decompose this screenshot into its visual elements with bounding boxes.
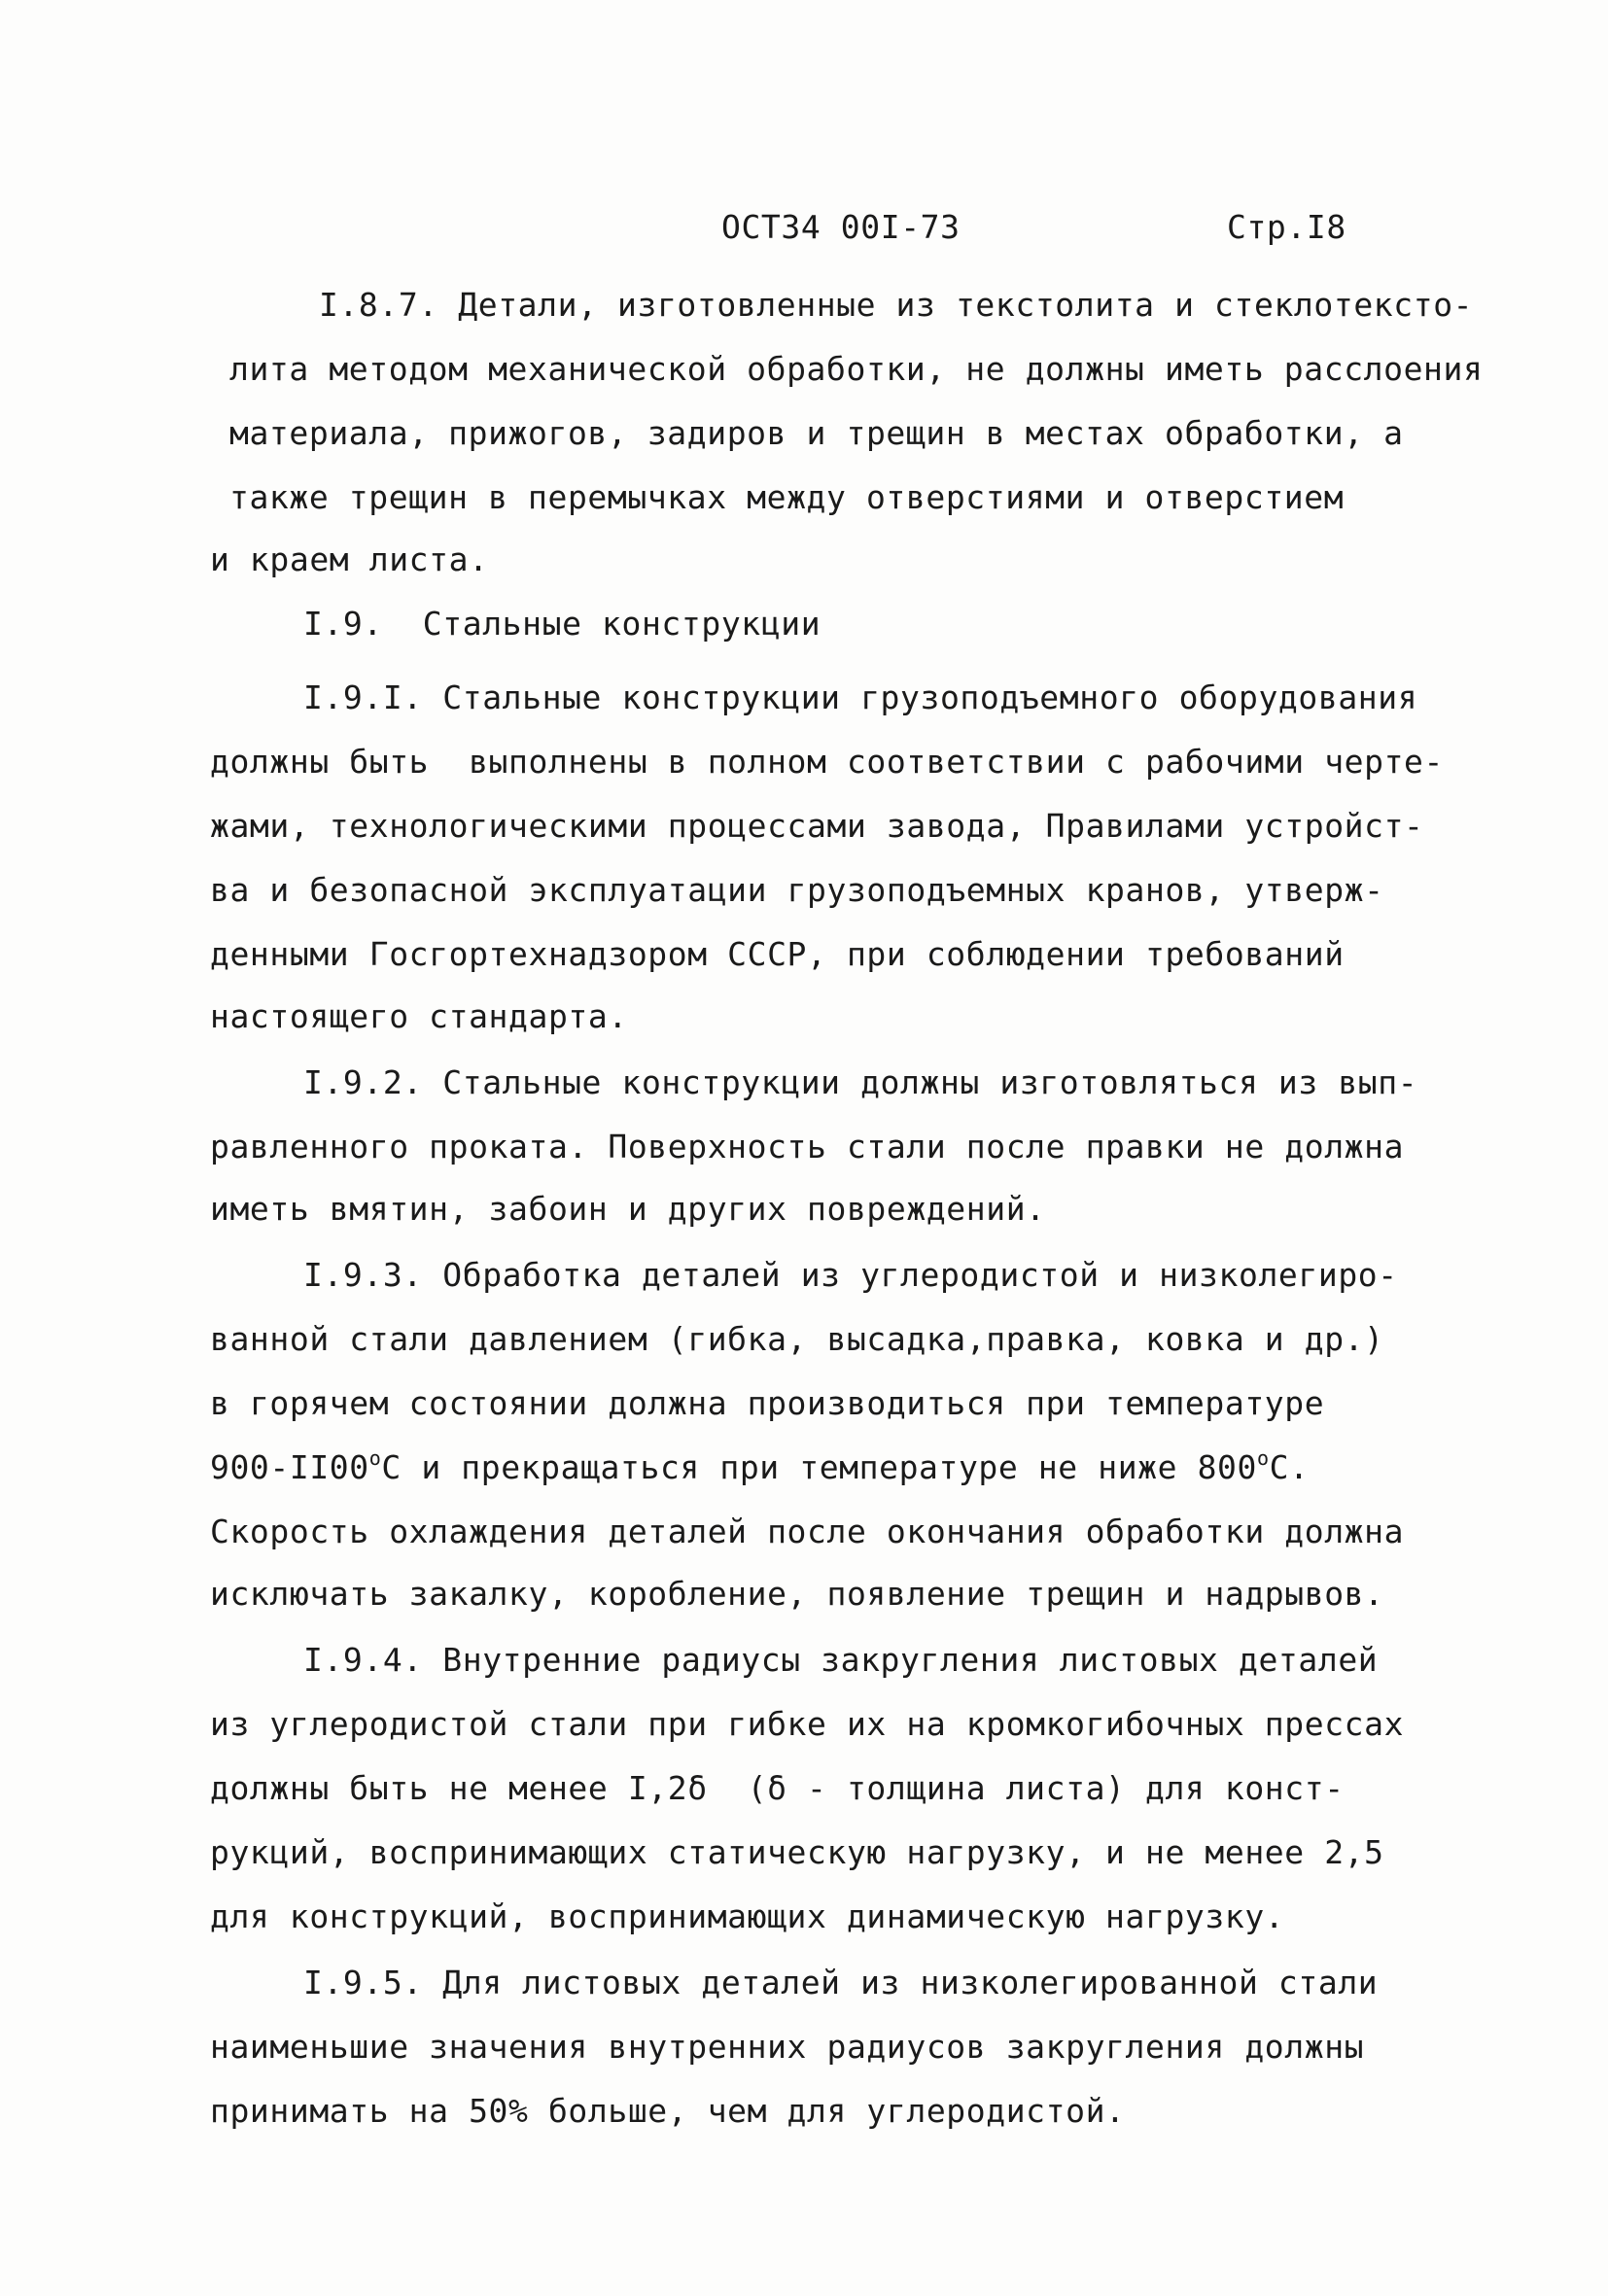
paragraph-1-8-7-line: лита методом механической обработки, не должны иметь расслоения xyxy=(229,350,1484,388)
degree-symbol: о xyxy=(1256,1446,1270,1470)
paragraph-1-9-3-line: I.9.3. Обработка деталей из углеродистой и низколегиро- xyxy=(303,1256,1398,1294)
temperature-range: 900-II00 xyxy=(210,1448,369,1486)
paragraph-1-9-4-line: I.9.4. Внутренние радиусы закругления листовых деталей xyxy=(303,1641,1379,1679)
paragraph-1-9-4-line: должны быть не менее I,2δ (δ - толщина листа) для конст- xyxy=(210,1769,1345,1807)
paragraph-1-9-4-line: из углеродистой стали при гибке их на кромкогибочных прессах xyxy=(210,1705,1405,1743)
paragraph-1-9-1-line: ва и безопасной эксплуатации грузоподъемных кранов, утверж- xyxy=(210,871,1384,909)
paragraph-1-9-1-line: I.9.I. Стальные конструкции грузоподъемного оборудования xyxy=(303,678,1418,716)
paragraph-1-9-1-line: должны быть выполнены в полном соответствии с рабочими черте- xyxy=(210,743,1444,781)
paragraph-1-9-3-line: в горячем состоянии должна производиться при температуре xyxy=(210,1384,1325,1422)
degree-symbol: о xyxy=(368,1446,382,1470)
paragraph-1-8-7-line: материала, прижогов, задиров и трещин в местах обработки, а xyxy=(229,414,1404,452)
paragraph-1-8-7-line: I.8.7. Детали, изготовленные из текстолита и стеклотексто- xyxy=(319,286,1474,324)
paragraph-1-8-7-line: также трещин в перемычках между отверстиями и отверстием xyxy=(229,478,1345,516)
paragraph-1-9-4-line: рукций, воспринимающих статическую нагрузку, и не менее 2,5 xyxy=(210,1833,1384,1871)
paragraph-1-9-3-line: исключать закалку, коробление, появление трещин и надрывов. xyxy=(210,1575,1384,1613)
document-code: ОСТ34 00I-73 xyxy=(721,208,961,246)
paragraph-1-9-5-line: принимать на 50% больше, чем для углеродистой. xyxy=(210,2092,1126,2130)
temperature-unit: С. xyxy=(1269,1448,1310,1486)
paragraph-1-8-7-line: и краем листа. xyxy=(210,540,489,578)
paragraph-1-9-5-line: I.9.5. Для листовых деталей из низколегированной стали xyxy=(303,1964,1379,2001)
paragraph-1-9-2-line: I.9.2. Стальные конструкции должны изготовляться из вып- xyxy=(303,1063,1418,1101)
paragraph-1-9-5-line: наименьшие значения внутренних радиусов закругления должны xyxy=(210,2028,1365,2066)
paragraph-1-9-1-line: денными Госгортехнадзором СССР, при соблюдении требований xyxy=(210,935,1345,973)
paragraph-1-9-2-line: иметь вмятин, забоин и других повреждений. xyxy=(210,1190,1046,1228)
paragraph-1-9-3-temperature-line xyxy=(210,1448,1310,1486)
paragraph-1-9-1-line: жами, технологическими процессами завода, Правилами устройст- xyxy=(210,807,1424,845)
section-1-9-heading: I.9. Стальные конструкции xyxy=(303,605,821,643)
paragraph-1-9-4-line: для конструкций, воспринимающих динамическую нагрузку. xyxy=(210,1897,1285,1935)
paragraph-1-9-2-line: равленного проката. Поверхность стали после правки не должна xyxy=(210,1128,1405,1165)
paragraph-1-9-3-line: ванной стали давлением (гибка, высадка,правка, ковка и др.) xyxy=(210,1320,1384,1358)
paragraph-1-9-1-line: настоящего стандарта. xyxy=(210,997,628,1035)
paragraph-1-9-3-line: Скорость охлаждения деталей после окончания обработки должна xyxy=(210,1513,1405,1550)
page-number: Стр.I8 xyxy=(1227,208,1346,246)
temperature-text: С и прекращаться при температуре не ниже 800 xyxy=(381,1448,1257,1486)
